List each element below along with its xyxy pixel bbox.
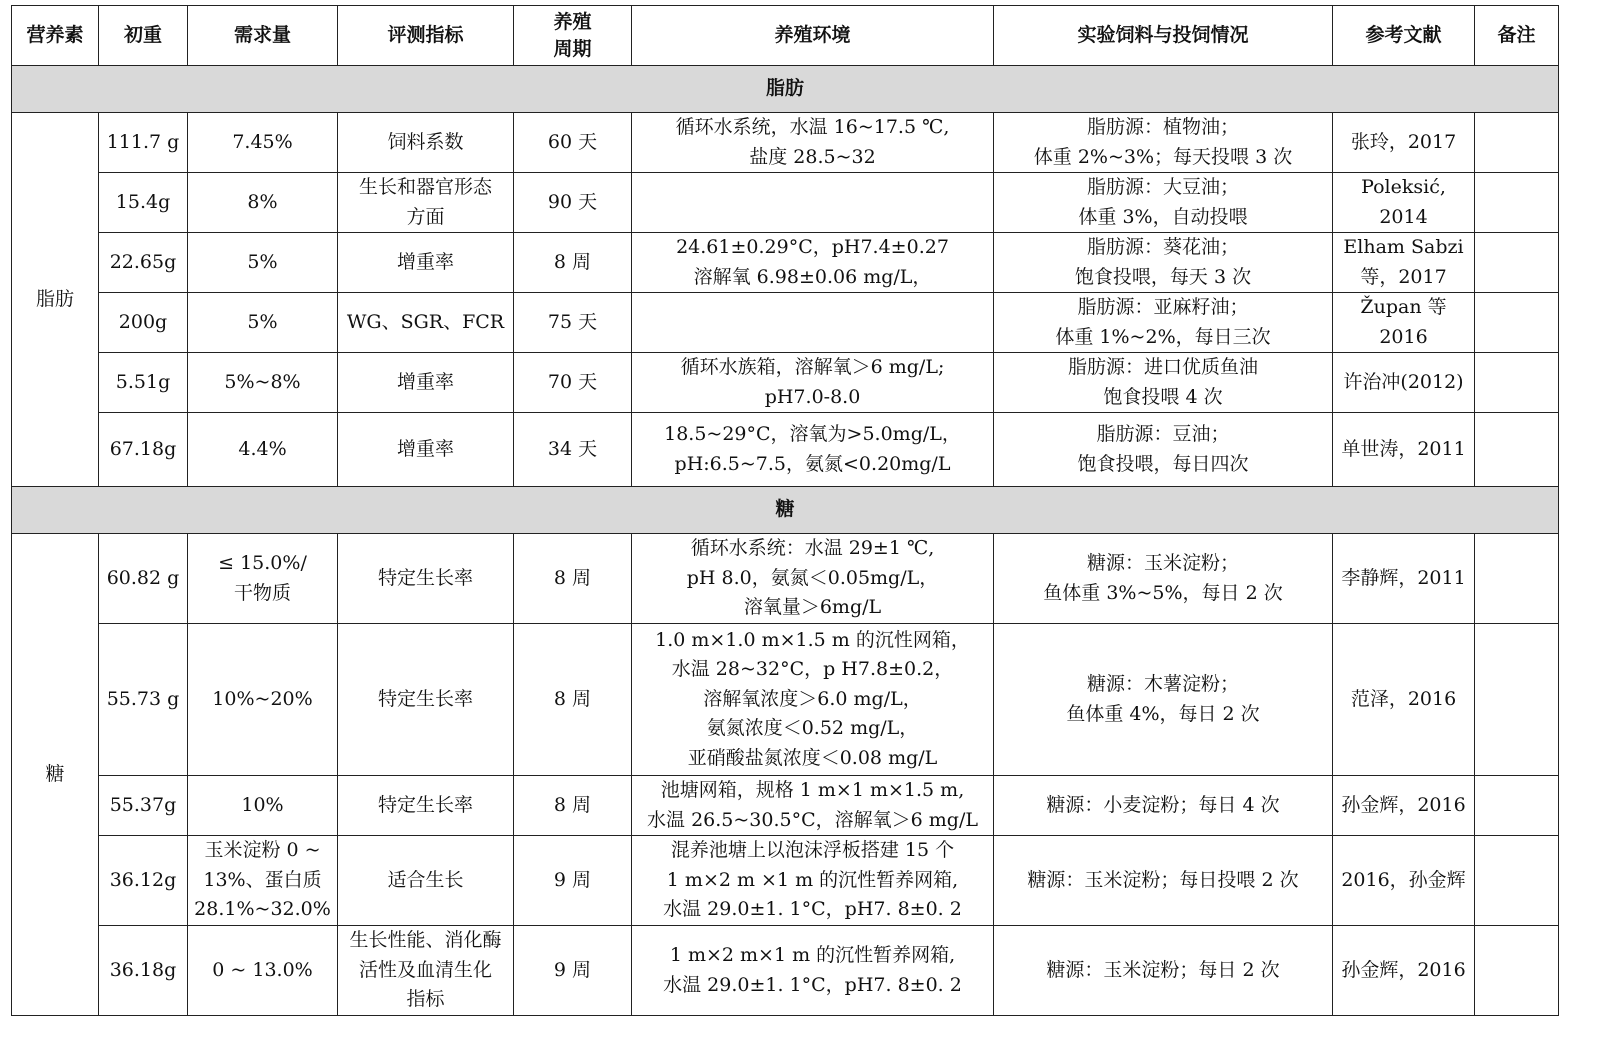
nutrient-cell-sugar: 糖 [12, 534, 99, 1016]
requirement-cell: 10% [188, 776, 338, 836]
requirement-cell: 4.4% [188, 413, 338, 487]
feed-cell: 脂肪源：豆油； 饱食投喂，每日四次 [994, 413, 1333, 487]
requirement-cell: 10%~20% [188, 624, 338, 776]
reference-cell: 张玲，2017 [1333, 113, 1475, 173]
table-row [12, 353, 1559, 413]
metric-cell: 增重率 [338, 413, 514, 487]
feed-cell: 脂肪源：亚麻籽油； 体重 1%~2%，每日三次 [994, 293, 1333, 353]
note-cell [1475, 624, 1559, 776]
section-row-fat [12, 66, 1559, 113]
feed-cell: 糖源：木薯淀粉； 鱼体重 4%，每日 2 次 [994, 624, 1333, 776]
period-cell: 9 周 [514, 926, 632, 1016]
weight-cell: 36.18g [99, 926, 188, 1016]
period-cell: 90 天 [514, 173, 632, 233]
reference-cell: 李静辉，2011 [1333, 534, 1475, 624]
reference-cell: 孙金辉，2016 [1333, 776, 1475, 836]
period-cell: 8 周 [514, 233, 632, 293]
requirement-cell: 5% [188, 233, 338, 293]
weight-cell: 15.4g [99, 173, 188, 233]
metric-cell: 增重率 [338, 233, 514, 293]
header-initial-weight: 初重 [99, 6, 188, 66]
metric-cell: 适合生长 [338, 836, 514, 926]
note-cell [1475, 534, 1559, 624]
note-cell [1475, 836, 1559, 926]
period-cell: 70 天 [514, 353, 632, 413]
note-cell [1475, 233, 1559, 293]
table-row [12, 113, 1559, 173]
reference-cell: Elham Sabzi 等，2017 [1333, 233, 1475, 293]
weight-cell: 36.12g [99, 836, 188, 926]
metric-cell: 增重率 [338, 353, 514, 413]
weight-cell: 22.65g [99, 233, 188, 293]
feed-cell: 脂肪源：葵花油； 饱食投喂，每天 3 次 [994, 233, 1333, 293]
weight-cell: 67.18g [99, 413, 188, 487]
weight-cell: 5.51g [99, 353, 188, 413]
reference-cell: Župan 等 2016 [1333, 293, 1475, 353]
header-note: 备注 [1475, 6, 1559, 66]
requirement-cell: 0 ~ 13.0% [188, 926, 338, 1016]
weight-cell: 60.82 g [99, 534, 188, 624]
table-row [12, 233, 1559, 293]
metric-cell: 生长和器官形态 方面 [338, 173, 514, 233]
note-cell [1475, 113, 1559, 173]
table-row [12, 926, 1559, 1016]
requirement-cell: 7.45% [188, 113, 338, 173]
period-cell: 8 周 [514, 776, 632, 836]
period-cell: 9 周 [514, 836, 632, 926]
metric-cell: 特定生长率 [338, 624, 514, 776]
requirement-cell: 5% [188, 293, 338, 353]
header-period: 养殖 周期 [514, 6, 632, 66]
requirement-cell: 8% [188, 173, 338, 233]
environment-cell: 循环水族箱，溶解氧＞6 mg/L; pH7.0-8.0 [632, 353, 994, 413]
nutrient-cell-fat: 脂肪 [12, 113, 99, 487]
table-row [12, 836, 1559, 926]
period-cell: 34 天 [514, 413, 632, 487]
section-title-fat: 脂肪 [12, 66, 1559, 113]
metric-cell: WG、SGR、FCR [338, 293, 514, 353]
table-row [12, 413, 1559, 487]
note-cell [1475, 353, 1559, 413]
feed-cell: 脂肪源：大豆油； 体重 3%，自动投喂 [994, 173, 1333, 233]
requirement-cell: 5%~8% [188, 353, 338, 413]
period-cell: 8 周 [514, 534, 632, 624]
section-title-sugar: 糖 [12, 487, 1559, 534]
environment-cell: 循环水系统，水温 16~17.5 ℃, 盐度 28.5~32 [632, 113, 994, 173]
feed-cell: 糖源：小麦淀粉；每日 4 次 [994, 776, 1333, 836]
table-row [12, 534, 1559, 624]
header-metric: 评测指标 [338, 6, 514, 66]
metric-cell: 饲料系数 [338, 113, 514, 173]
environment-cell: 1 m×2 m×1 m 的沉性暂养网箱, 水温 29.0±1. 1°C，pH7. 8±0. 2 [632, 926, 994, 1016]
reference-cell: 孙金辉，2016 [1333, 926, 1475, 1016]
feed-cell: 脂肪源：植物油； 体重 2%~3%；每天投喂 3 次 [994, 113, 1333, 173]
table-header-row [12, 6, 1559, 66]
reference-cell: 范泽，2016 [1333, 624, 1475, 776]
reference-cell: Poleksić, 2014 [1333, 173, 1475, 233]
period-cell: 75 天 [514, 293, 632, 353]
note-cell [1475, 173, 1559, 233]
environment-cell: 循环水系统：水温 29±1 ℃, pH 8.0，氨氮＜0.05mg/L， 溶氧量＞6mg/L [632, 534, 994, 624]
environment-cell [632, 173, 994, 233]
section-row-sugar [12, 487, 1559, 534]
header-requirement: 需求量 [188, 6, 338, 66]
metric-cell: 特定生长率 [338, 776, 514, 836]
reference-cell: 许治冲(2012) [1333, 353, 1475, 413]
weight-cell: 200g [99, 293, 188, 353]
note-cell [1475, 776, 1559, 836]
reference-cell: 2016，孙金辉 [1333, 836, 1475, 926]
header-feed: 实验饲料与投饲情况 [994, 6, 1333, 66]
weight-cell: 55.37g [99, 776, 188, 836]
environment-cell [632, 293, 994, 353]
table-row [12, 776, 1559, 836]
note-cell [1475, 413, 1559, 487]
note-cell [1475, 926, 1559, 1016]
period-cell: 8 周 [514, 624, 632, 776]
environment-cell: 池塘网箱，规格 1 m×1 m×1.5 m, 水温 26.5~30.5°C，溶解氧＞6 mg/L [632, 776, 994, 836]
metric-cell: 特定生长率 [338, 534, 514, 624]
header-nutrient: 营养素 [12, 6, 99, 66]
weight-cell: 111.7 g [99, 113, 188, 173]
table-row [12, 293, 1559, 353]
table-row [12, 173, 1559, 233]
note-cell [1475, 293, 1559, 353]
header-reference: 参考文献 [1333, 6, 1475, 66]
nutrient-requirement-table [11, 5, 1559, 1016]
metric-cell: 生长性能、消化酶 活性及血清生化 指标 [338, 926, 514, 1016]
environment-cell: 18.5~29°C，溶氧为>5.0mg/L， pH:6.5~7.5，氨氮<0.20mg/L [632, 413, 994, 487]
period-cell: 60 天 [514, 113, 632, 173]
feed-cell: 糖源：玉米淀粉；每日 2 次 [994, 926, 1333, 1016]
table-row [12, 624, 1559, 776]
requirement-cell: ≤ 15.0%/ 干物质 [188, 534, 338, 624]
weight-cell: 55.73 g [99, 624, 188, 776]
feed-cell: 脂肪源：进口优质鱼油 饱食投喂 4 次 [994, 353, 1333, 413]
header-environment: 养殖环境 [632, 6, 994, 66]
environment-cell: 1.0 m×1.0 m×1.5 m 的沉性网箱， 水温 28~32°C，p H7.8±0.2， 溶解氧浓度＞6.0 mg/L， 氨氮浓度＜0.52 mg/L， 亚硝酸盐氮浓度＜0.08 mg/L [632, 624, 994, 776]
requirement-cell: 玉米淀粉 0 ~ 13%、蛋白质 28.1%~32.0% [188, 836, 338, 926]
feed-cell: 糖源：玉米淀粉；每日投喂 2 次 [994, 836, 1333, 926]
feed-cell: 糖源：玉米淀粉； 鱼体重 3%~5%，每日 2 次 [994, 534, 1333, 624]
environment-cell: 混养池塘上以泡沫浮板搭建 15 个 1 m×2 m ×1 m 的沉性暂养网箱, 水温 29.0±1. 1°C，pH7. 8±0. 2 [632, 836, 994, 926]
reference-cell: 单世涛，2011 [1333, 413, 1475, 487]
environment-cell: 24.61±0.29°C，pH7.4±0.27 溶解氧 6.98±0.06 mg/L， [632, 233, 994, 293]
